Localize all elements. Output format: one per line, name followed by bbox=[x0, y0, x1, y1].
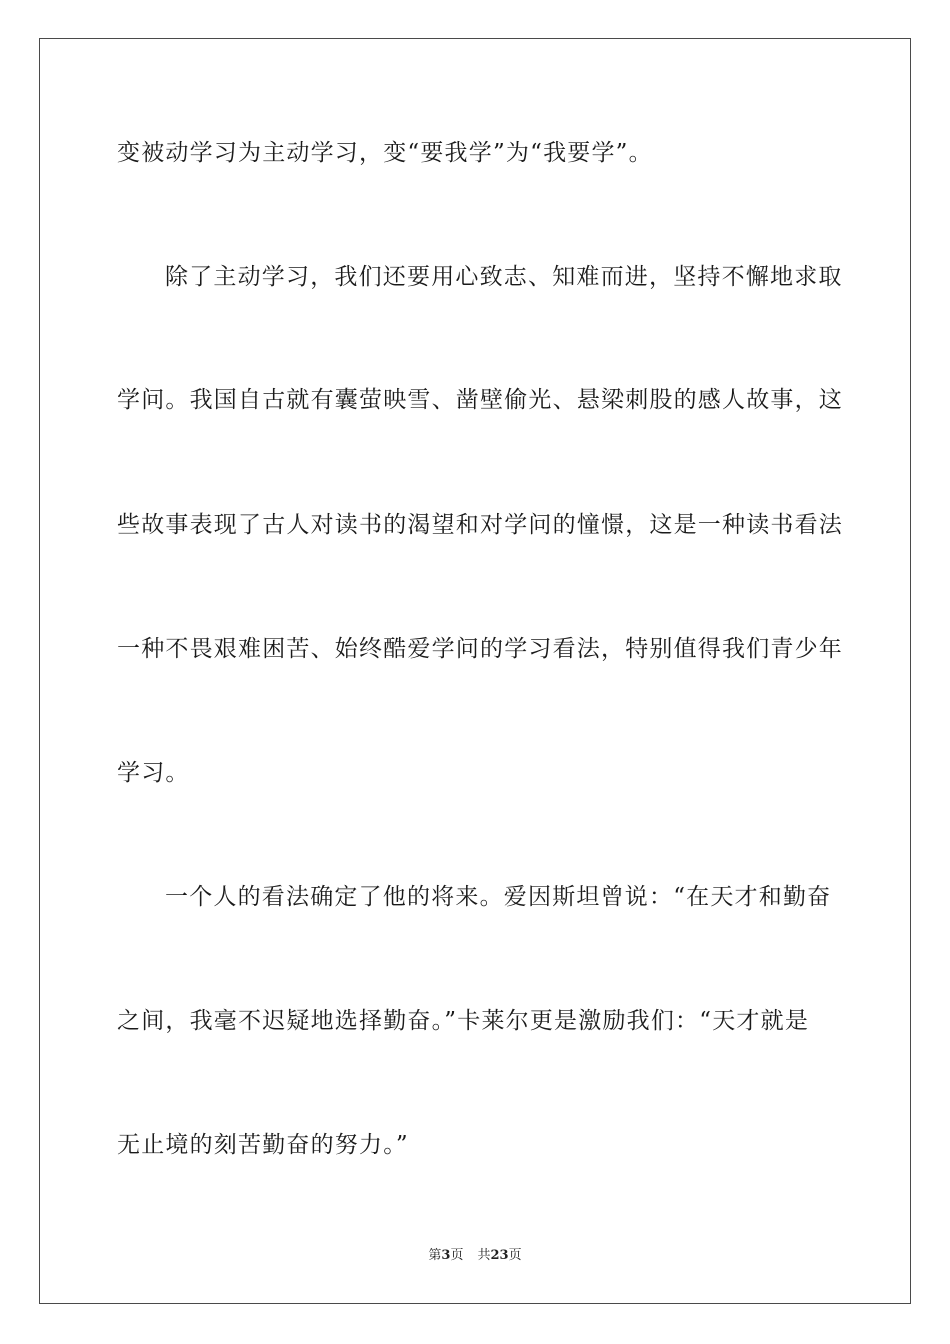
page-footer bbox=[0, 1247, 950, 1265]
text-line-1: 变被动学习为主动学习，变“要我学”为“我要学”。 bbox=[117, 140, 653, 166]
page-border bbox=[39, 38, 911, 1304]
text-line-9: 无止境的刻苦勤奋的努力。” bbox=[117, 1132, 409, 1158]
text-line-8: 之间，我毫不迟疑地选择勤奋。”卡莱尔更是激励我们：“天才就是 bbox=[117, 1008, 810, 1034]
text-line-2: 除了主动学习，我们还要用心致志、知难而进，坚持不懈地求取 bbox=[165, 264, 843, 290]
total-suffix: 页 bbox=[508, 1248, 522, 1263]
total-prefix: 共 bbox=[477, 1248, 491, 1263]
page-current: 3 bbox=[441, 1248, 451, 1263]
page-total: 23 bbox=[490, 1248, 509, 1263]
page-suffix: 页 bbox=[450, 1248, 464, 1263]
text-line-7: 一个人的看法确定了他的将来。爱因斯坦曾说：“在天才和勤奋 bbox=[165, 884, 832, 910]
page-prefix: 第 bbox=[428, 1248, 442, 1263]
text-line-6: 学习。 bbox=[117, 760, 190, 786]
text-line-5: 一种不畏艰难困苦、始终酷爱学问的学习看法，特别值得我们青少年 bbox=[117, 636, 843, 662]
text-line-4: 些故事表现了古人对读书的渴望和对学问的憧憬，这是一种读书看法 bbox=[117, 512, 843, 538]
text-line-3: 学问。我国自古就有囊萤映雪、凿壁偷光、悬梁刺股的感人故事，这 bbox=[117, 387, 843, 413]
